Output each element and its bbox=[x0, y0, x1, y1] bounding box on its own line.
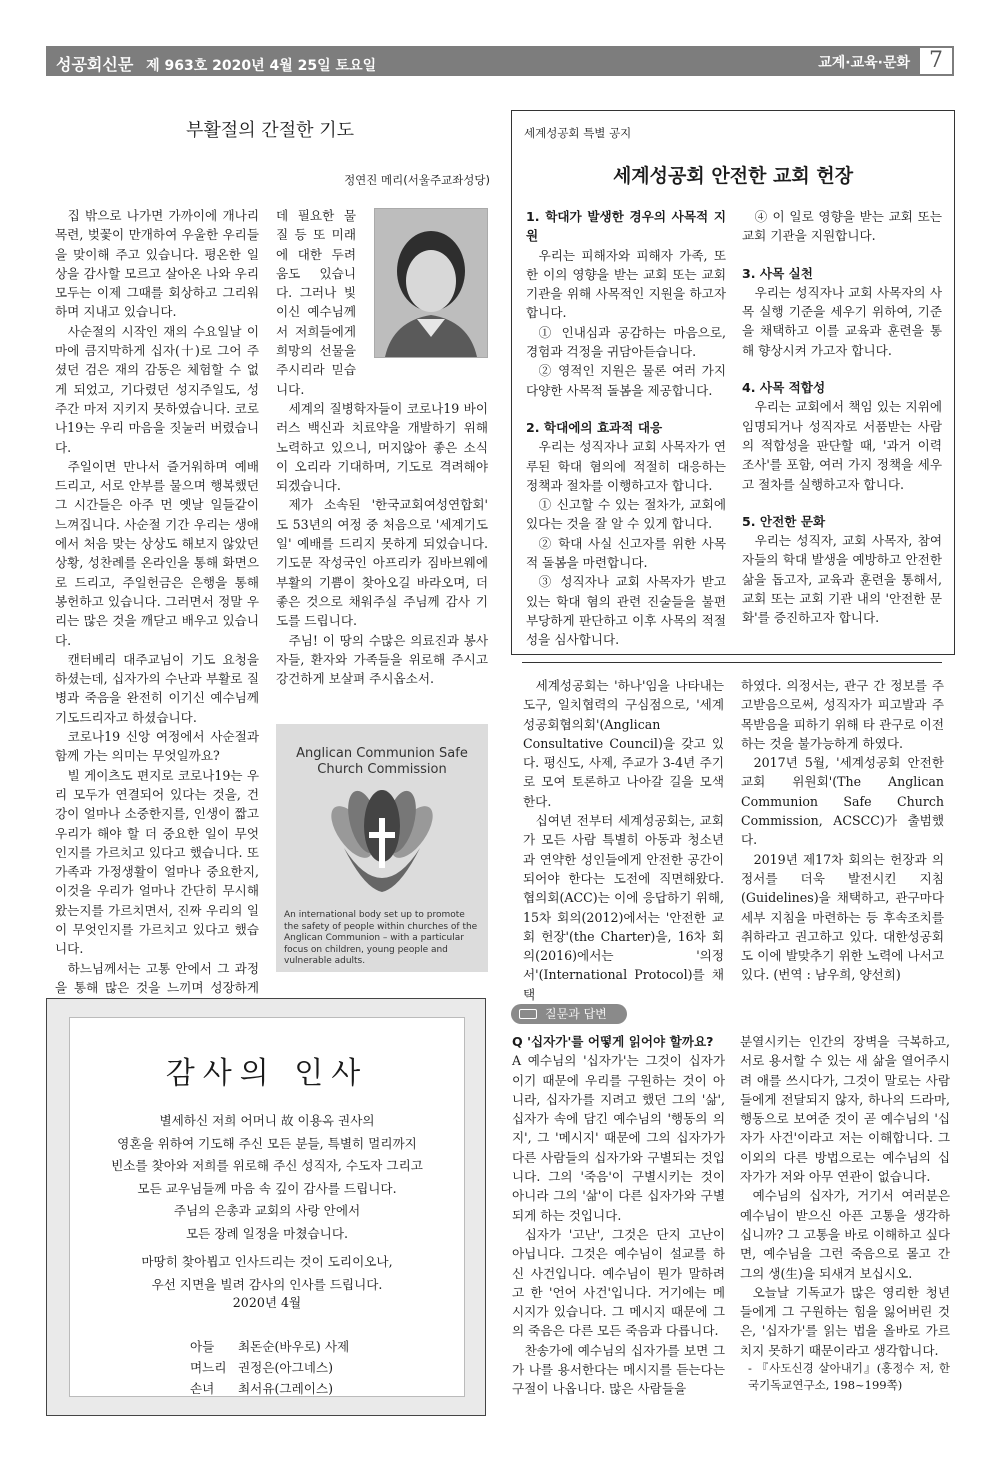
qa-badge-label: 질문과 답변 bbox=[545, 1007, 607, 1021]
article-title: 부활절의 간절한 기도 bbox=[186, 120, 354, 141]
section-heading: 5. 안전한 문화 bbox=[742, 513, 826, 529]
paragraph: 우리는 성직자나 교회 사목자의 사목 실행 기준을 세우기 위하여, 기준을 채택하고 이를 교육과 훈련을 통해 향상시켜 가고자 합니다. bbox=[742, 284, 942, 358]
thanks-date: 2020년 4월 bbox=[232, 1295, 302, 1310]
paragraph: 주일이면 만나서 즐거워하며 예배드리고, 서로 안부를 물으며 행복했던 그 시간들은 아주 먼 옛날 일들같이 느껴집니다. 사순절 기간 우리는 생애에서 처음 맞는 상상도 해보지 않았던 상황, 성찬례를 온라인을 통해 화면으로 드리고, 주일헌금은 은행을 통해 봉헌하고 있습니다. 그러면서 정말 우리는 많은 것을 깨닫고 배우고 있습니다. bbox=[55, 458, 259, 648]
family-row bbox=[190, 1357, 349, 1378]
paragraph: 하였다. 의정서는, 관구 간 정보를 주고받음으로써, 성직자가 피고발과 주목받음을 피하기 위해 타 관구로 이전하는 것을 불가능하게 하였다. bbox=[741, 678, 944, 751]
family-row bbox=[190, 1336, 349, 1357]
paragraph: 우리는 교회에서 책임 있는 지위에 임명되거나 성직자로 서품받는 사람의 적합성을 판단할 때, '과거 이력 조사'를 포함, 여러 가지 정책을 세우고 절차를 실행하고자 합니다. bbox=[742, 399, 942, 492]
family-name: 최서유(그레이스) bbox=[238, 1381, 333, 1396]
thanks-title: 감사의 인사 bbox=[165, 1056, 369, 1091]
relation: 며느리 bbox=[190, 1360, 227, 1375]
paragraph: 사순절의 시작인 재의 수요일날 이마에 큼지막하게 십자(十)로 그어 주셨던 검은 재의 감동은 체험할 수 없게 되었고, 기다렸던 성지주일도, 성주간 마저 지키지 못하였습니다. 코로나19는 우리 마음을 짓눌러 버렸습니다. bbox=[55, 323, 259, 455]
paragraph: 십여년 전부터 세계성공회는, 교회가 모든 사람 특별히 아동과 청소년과 연약한 성인들에게 안전한 공간이 되어야 한다는 도전에 직면해왔다. 협의회(ACC)는 이에 응답하기 위해, 15차 회의(2012)에서는 '안전한 교회 헌장'(the Charter)을, 16차 회의(2016)에서는 '의정서'(International Protocol)를 채택 bbox=[523, 813, 724, 1002]
flower-cross-icon bbox=[330, 788, 434, 896]
relation: 아들 bbox=[190, 1339, 215, 1354]
notice-body-left bbox=[523, 676, 724, 1004]
notice-column-right bbox=[742, 207, 942, 628]
paragraph: 집 밖으로 나가면 가까이에 개나리 목련, 벚꽃이 만개하여 우울한 우리들을 맞이해 주고 있습니다. 평온한 일상을 감사할 모르고 살아온 나와 우리 모두는 이제 그때를 회상하고 그리워하며 지내고 있습니다. bbox=[55, 208, 259, 320]
paragraph: 코로나19 신앙 여정에서 사순절과 함께 가는 의미는 무엇일까요? bbox=[55, 729, 259, 764]
paragraph: 세계의 질병학자들이 코로나19 바이러스 백신과 치료약을 개발하기 위해 노력하고 있으니, 머지않아 좋은 소식이 오리라 기대하며, 기도로 격려해야 되겠습니다. bbox=[276, 401, 488, 494]
acscc-logo-box bbox=[276, 724, 488, 972]
paragraph: ① 인내심과 공감하는 마음으로, 경험과 걱정을 귀담아듣습니다. bbox=[526, 324, 726, 360]
qa-question: Q '십자가'를 어떻게 읽어야 할까요? bbox=[512, 1034, 714, 1049]
message-line: 모든 장례 일정을 마쳤습니다. bbox=[186, 1225, 348, 1241]
paragraph: ② 학대 사실 신고자를 위한 사목적 돌봄을 마련합니다. bbox=[526, 535, 726, 571]
paper-name: 성공회신문 bbox=[56, 55, 134, 74]
section-heading: 3. 사목 실천 bbox=[742, 265, 813, 281]
message-line: 마땅히 찾아뵙고 인사드리는 것이 도리이오나, bbox=[141, 1254, 393, 1269]
qa-source: - 『사도신경 살아내기』(홍정수 저, 한국기독교연구소, 198~199쪽) bbox=[748, 1361, 950, 1393]
paragraph: 빌 게이츠도 편지로 코로나19는 우리 모두가 연결되어 있다는 것을, 건강이 얼마나 소중한지를, 인생이 짧고 우리가 해야 할 더 중요한 일이 무엇인지를 가르치고 있다고 했습니다. 또 가족과 가정생활이 얼마나 중요한지, 이것을 우리가 얼마나 간단히 무시해 왔는지를 가르치면서, 진짜 우리의 일이 무엇인지를 가르치고 있다고 했습니다. bbox=[55, 767, 259, 957]
paragraph: ④ 이 일로 영향을 받는 교회 또는 교회 기관을 지원합니다. bbox=[742, 209, 942, 244]
message-line: 주님의 은총과 교회의 사랑 안에서 bbox=[173, 1203, 361, 1218]
paragraph: 하느님께서는 고통 안에서 그 과정을 통해 많은 것을 느끼며 성장하게 bbox=[55, 960, 259, 995]
paragraph: 우리는 피해자와 피해자 가족, 또한 이의 영향을 받는 교회 또는 교회 기관을 위해 사목적인 지원을 하고자 합니다. bbox=[526, 247, 726, 321]
paragraph: 데 필요한 물질 등 또 미래에 대한 두려움도 있습니다. 그러나 빛이신 예수님께서 저희들에게 희망의 선물을 주시리라 믿습니다. bbox=[276, 208, 356, 397]
paragraph: 우리는 성직자, 교회 사목자, 참여자들의 학대 발생을 예방하고 안전한 삶을 돕고자, 교육과 훈련을 통해서, 교회 또는 교회 기관 내의 '안전한 문화'를 증진하고자 합니다. bbox=[742, 533, 942, 626]
message-line: 영혼을 위하여 기도해 주신 모든 분들, 특별히 멀리까지 bbox=[117, 1135, 417, 1151]
page-header bbox=[46, 46, 954, 76]
section-name: 교계·교육·문화 bbox=[818, 55, 910, 71]
section-heading: 4. 사목 적합성 bbox=[742, 380, 826, 396]
paragraph: 분열시키는 인간의 장벽을 극복하고, 서로 용서할 수 있는 새 삶을 열어주시려 애를 쓰시다가, 그것이 말로는 사람들에게 전달되지 않자, 하나의 드라마, 행동으로 보여준 것이 곧 예수님의 '십자가 사건'이라고 저는 이해합니다. 그 이외의 다른 방법으로는 예수님의 십자가가 저와 아무 연관이 없습니다. bbox=[740, 1034, 950, 1185]
divider bbox=[522, 662, 942, 663]
section-heading: 2. 학대에의 효과적 대응 bbox=[526, 419, 663, 435]
notice-box bbox=[511, 110, 955, 655]
message-line: 모든 교우님들께 마음 속 깊이 감사를 드립니다. bbox=[137, 1180, 397, 1196]
notice-label: 세계성공회 특별 공지 bbox=[524, 126, 632, 140]
page-number: 7 bbox=[918, 46, 954, 76]
article-byline: 정연진 메리(서울주교좌성당) bbox=[344, 173, 490, 187]
family-name: 권정은(아그네스) bbox=[238, 1360, 333, 1375]
section-heading: 1. 학대가 발생한 경우의 사목적 지원 bbox=[526, 209, 726, 244]
paragraph: 제가 소속된 '한국교회여성연합회' 도 53년의 여정 중 처음으로 '세계기도일' 예배를 드리지 못하게 되었습니다. 기도문 작성국인 아프리카 짐바브웨에 부활의 기쁨이 찾아오길 바라오며, 더 좋은 것으로 채워주실 주님께 감사 기도를 드립니다. bbox=[276, 497, 488, 629]
paragraph: 우리는 성직자나 교회 사목자가 연루된 학대 혐의에 적절히 대응하는 정책과 절차를 이행하고자 합니다. bbox=[526, 439, 726, 493]
paragraph: 세계성공회는 '하나'임을 나타내는 도구, 일치협력의 구심점으로, '세계성공회협의회'(Anglican Consultative Council)을 갖고 있다. 평신도, 사제, 주교가 3-4년 주기로 모여 토론하고 나아갈 길을 모색한다. bbox=[523, 678, 724, 809]
paragraph: 2019년 제17차 회의는 헌장과 의정서를 더욱 발전시킨 지침(Guidelines)을 채택하고, 관구마다 세부 지침을 마련하는 등 후속조치를 취하라고 권고하고 있다. 대한성공회도 이에 발맞추기 위한 노력에 나서고 있다. (번역 : 남우희, 양선희) bbox=[741, 851, 944, 983]
paragraph: ① 신고할 수 있는 절차가, 교회에 있다는 것을 잘 알 수 있게 합니다. bbox=[526, 497, 726, 532]
thanks-notice bbox=[46, 998, 486, 1416]
message-line: 우선 지면을 빌려 감사의 인사를 드립니다. bbox=[151, 1276, 383, 1292]
masthead bbox=[56, 52, 376, 75]
book-icon bbox=[519, 1009, 537, 1019]
family-name: 최돈순(바우로) 사제 bbox=[238, 1339, 350, 1354]
qa-answer-lead: A 예수님의 '십자가'는 그것이 십자가이기 때문에 우리를 구원하는 것이 아니라, 십자가를 지려고 했던 그의 '삶', 십자가 속에 담긴 예수님의 '행동의 의지', 그 '메시지' 때문에 그의 십자가가 다른 사람들의 십자가와 구별되는 것입니다. 그의 '죽음'이 구별시키는 것이 아니라 그의 '삶'이 다른 십자가와 구별되게 하는 것입니다. bbox=[512, 1053, 725, 1223]
logo-title: Anglican Communion Safe Church Commission bbox=[296, 746, 468, 777]
message-line: 빈소를 찾아와 저희를 위로해 주신 성직자, 수도자 그리고 bbox=[111, 1158, 423, 1173]
thanks-message bbox=[70, 1110, 464, 1296]
paragraph: 찬송가에 예수님의 십자가를 보면 그가 나를 용서한다는 메시지를 듣는다는 구절이 나옵니다. 많은 사람들을 bbox=[512, 1342, 725, 1397]
notice-body-right bbox=[741, 676, 944, 985]
issue-info: 제 963호 2020년 4월 25일 토요일 bbox=[146, 58, 377, 74]
family-row bbox=[190, 1378, 349, 1399]
prayer-column-2-narrow bbox=[276, 206, 356, 399]
author-photo bbox=[374, 208, 488, 358]
paragraph: ③ 성직자나 교회 사목자가 받고 있는 학대 혐의 관련 진술들을 불편부당하게 판단하고 이후 사목의 적절성을 심사합니다. bbox=[526, 574, 726, 648]
paragraph: 캔터베리 대주교님이 기도 요청을 하셨는데, 십자가의 수난과 부활로 질병과 죽음을 완전히 이기신 예수님께 기도드리자고 하셨습니다. bbox=[55, 651, 259, 725]
prayer-column-1 bbox=[55, 206, 259, 1036]
paragraph: 예수님의 십자가, 거기서 여러분은 예수님이 받으신 아픈 고통을 생각하십니까? 그 고통을 바로 이해하고 싶다면, 예수님을 그런 죽음으로 몰고 간 그의 생(生)을 되새겨 보십시오. bbox=[740, 1188, 950, 1281]
notice-title: 세계성공회 안전한 교회 헌장 bbox=[612, 165, 854, 187]
thanks-inner-frame bbox=[69, 1017, 465, 1397]
paragraph: 십자가 '고난', 그것은 단지 고난이 아닙니다. 그것은 예수님이 설교를 하신 사건입니다. 예수님이 뭔가 말하려고 한 '언어 사건'입니다. 거기에는 메시지가 있습니다. 그 메시지 때문에 그의 죽음은 다른 모든 죽음과 다릅니다. bbox=[512, 1226, 725, 1339]
qa-column-left bbox=[512, 1032, 725, 1399]
message-line: 별세하신 저희 어머니 故 이용옥 권사의 bbox=[159, 1113, 375, 1128]
paragraph: ② 영적인 지원은 물론 여러 가지 다양한 사목적 돌봄을 제공합니다. bbox=[526, 363, 726, 398]
family-list bbox=[190, 1336, 349, 1399]
logo-caption: An international body set up to promote the safety of people within churches of the Anglican Communion – with a particular focus on children, young people and vulnerable adults. bbox=[284, 910, 478, 966]
portrait-image bbox=[375, 209, 487, 357]
paragraph: 주님! 이 땅의 수많은 의료진과 봉사자들, 환자와 가족들을 위로해 주시고 강건하게 보살펴 주시옵소서. bbox=[276, 632, 488, 687]
qa-column-right bbox=[740, 1032, 950, 1394]
qa-badge bbox=[511, 1004, 627, 1024]
notice-column-left bbox=[526, 207, 726, 650]
paragraph: 2017년 5월, '세계성공회 안전한 교회 위원회'(The Anglican Communion Safe Church Commission, ACSCC)가 출범했다. bbox=[741, 755, 944, 848]
paragraph: 오늘날 기독교가 많은 영리한 청년들에게 그 구원하는 힘을 잃어버린 것은, '십자가'를 읽는 법을 올바로 가르치지 못하기 때문이라고 생각합니다. bbox=[740, 1284, 950, 1358]
prayer-column-2 bbox=[276, 399, 488, 688]
relation: 손녀 bbox=[190, 1381, 215, 1396]
